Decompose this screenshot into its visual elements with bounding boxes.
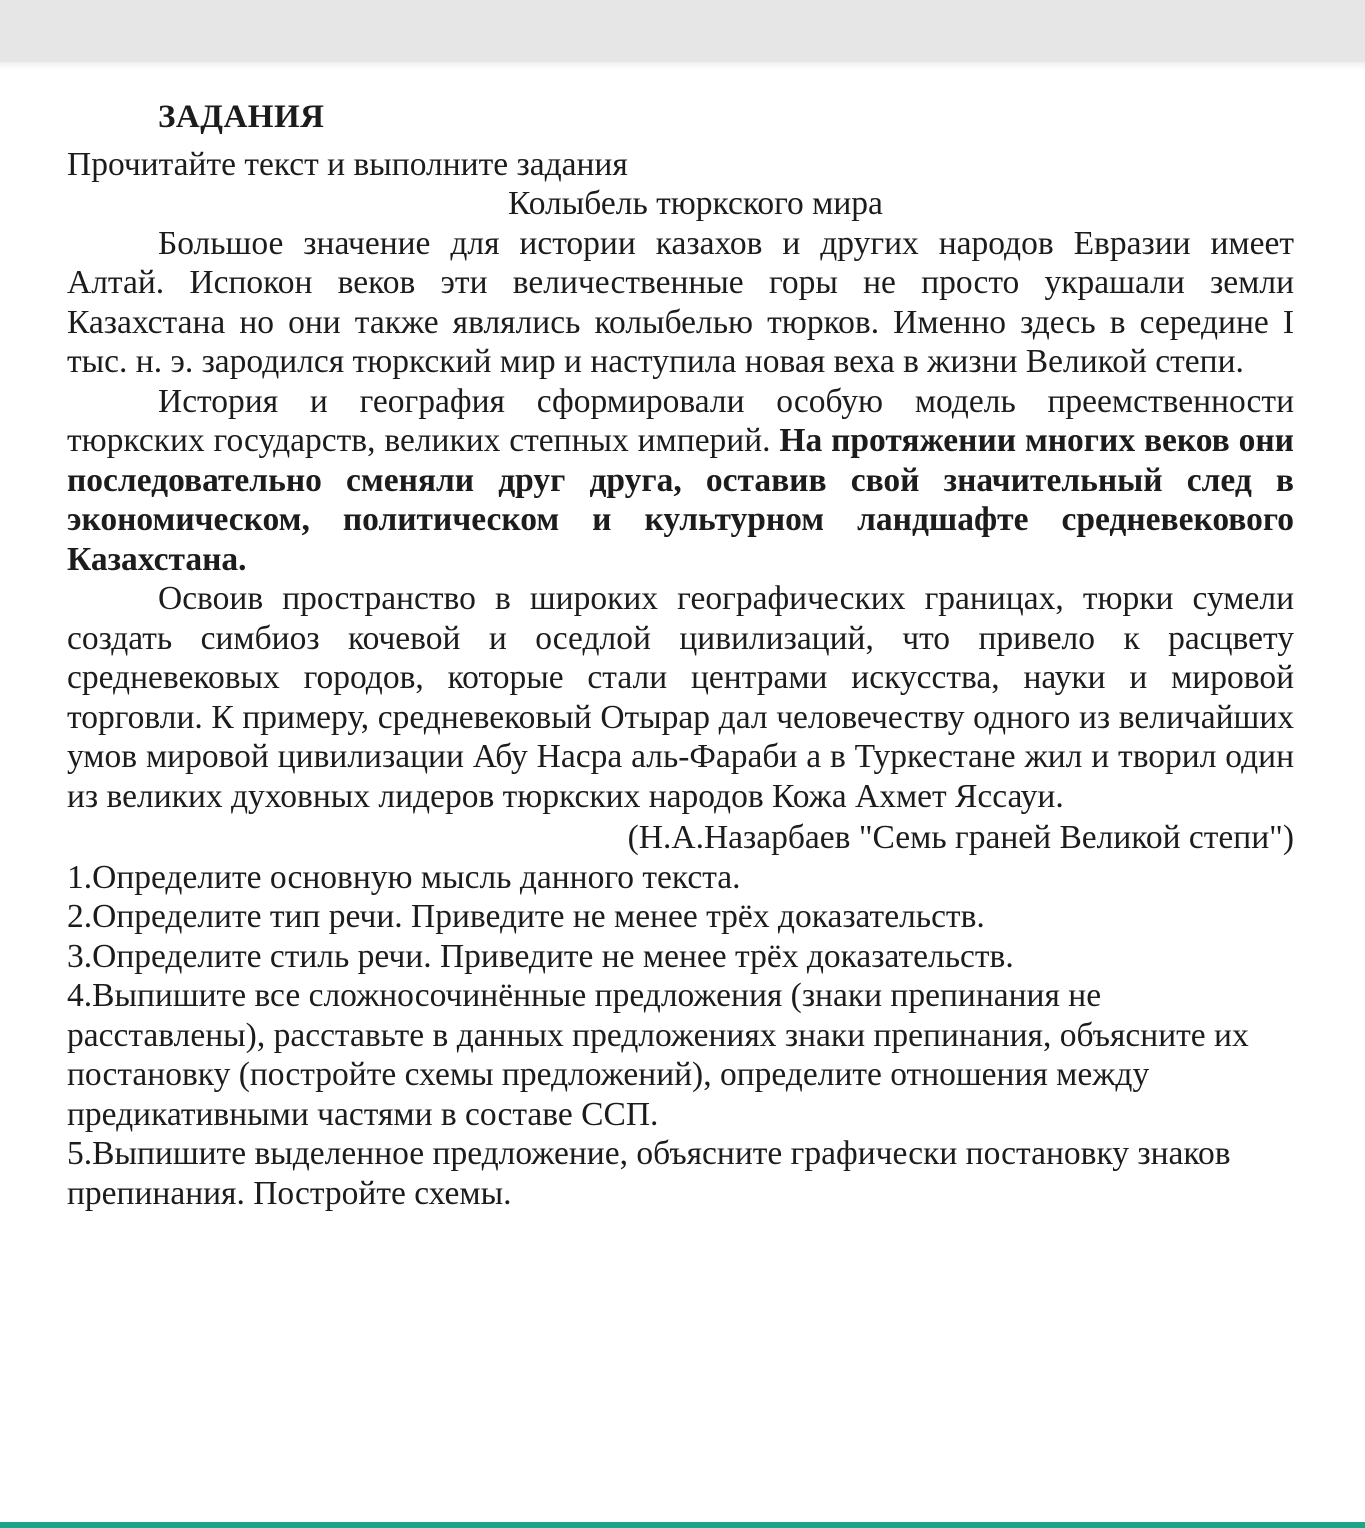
source-citation: (Н.А.Назарбаев "Семь граней Великой степи") bbox=[627, 819, 1294, 856]
paragraph-2 bbox=[67, 382, 1294, 580]
task-item: 2.Определите тип речи. Приведите не менее трёх доказательств. bbox=[67, 898, 985, 935]
paragraph-2-text: История и география сформировали особую модель преемственности тюркских государств, великих степных империй. bbox=[67, 382, 1294, 459]
task-item: 1.Определите основную мысль данного текста. bbox=[67, 858, 741, 896]
highlighted-sentence: На протяжении многих веков они последовательно сменяли друг друга, оставив свой значительный след в экономическом, политическом и культурном ландшафте средневекового Казахстана. bbox=[67, 422, 1294, 578]
page-heading: ЗАДАНИЯ bbox=[158, 99, 325, 135]
task-item: 4.Выпишите все сложносочинённые предложения (знаки препинания не расставлены), расставьте в данных предложениях знаки препинания, объясните их постановку (постройте схемы предложений), определите отношения между предикативными частями в составе ССП. bbox=[67, 977, 1249, 1133]
task-item: 3.Определите стиль речи. Приведите не менее трёх доказательств. bbox=[67, 937, 1014, 975]
paragraph-3: Освоив пространство в широких географических границах, тюрки сумели создать симбиоз кочевой и оседлой цивилизаций, что привело к расцвету средневековых городов, которые стали центрами искусства, науки и мировой торговли. К примеру, средневековый Отырар дал человечеству одного из величайших умов мировой цивилизации Абу Насра аль-Фараби а в Туркестане жил и творил один из великих духовных лидеров тюркских народов Кожа Ахмет Яссауи. bbox=[67, 580, 1294, 815]
top-bar-shadow bbox=[0, 62, 1365, 70]
paragraph-1: Большое значение для истории казахов и других народов Евразии имеет Алтай. Испокон веков эти величественные горы не просто украшали земли Казахстана но они также являлись колыбелью тюрков. Именно здесь в середине I тыс. н. э. зародился тюркский мир и наступила новая веха в жизни Великой степи. bbox=[67, 224, 1294, 380]
bottom-accent-bar bbox=[0, 1522, 1365, 1528]
top-bar bbox=[0, 0, 1365, 62]
document-page bbox=[67, 98, 1294, 1213]
task-item: 5.Выпишите выделенное предложение, объясните графически постановку знаков препинания. Постройте схемы. bbox=[67, 1135, 1231, 1212]
text-title: Колыбель тюркского мира bbox=[508, 185, 883, 222]
instruction-text: Прочитайте текст и выполните задания bbox=[67, 145, 628, 183]
